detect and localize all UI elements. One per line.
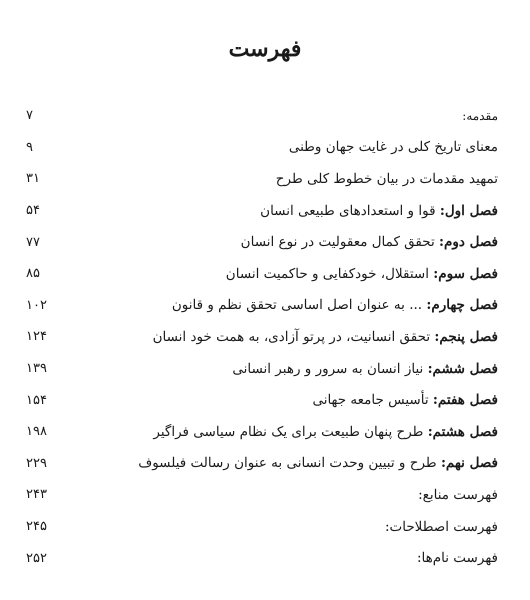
- toc-entry-text: استقلال، خودکفایی و حاکمیت انسان: [225, 265, 434, 282]
- toc-entry-text: فهرست اصطلاحات:: [384, 518, 498, 535]
- toc-chapter-label: فصل هفتم:: [432, 392, 498, 409]
- toc-page-number: ۱۳۹: [26, 361, 47, 377]
- toc-entry-label: [138, 455, 498, 471]
- toc-page-number: ۱۵۴: [26, 392, 47, 408]
- toc-entry-label: [232, 361, 498, 377]
- toc-entry-label: [241, 234, 498, 250]
- toc-entry: [26, 448, 498, 480]
- toc-entry-text: طرح و تبیین وحدت انسانی به عنوان رسالت فیلسوف: [138, 455, 441, 472]
- toc-entry-label: [418, 487, 498, 503]
- toc-chapter-label: فصل پنجم:: [434, 328, 498, 345]
- toc-entry: [26, 321, 498, 353]
- page-title: فهرست: [228, 36, 302, 62]
- toc-entry-text: معنای تاریخ کلی در غایت جهان وطنی: [288, 139, 498, 156]
- toc-entry: [26, 479, 498, 511]
- toc-entry-text: تأسیس جامعه جهانی: [312, 392, 433, 409]
- toc-page-number: ۸۵: [26, 266, 40, 282]
- toc-entry-label: [226, 266, 498, 282]
- toc-entry: [26, 163, 498, 195]
- toc-chapter-label: فصل نهم:: [440, 455, 498, 472]
- toc-page-number: ۱۹۸: [26, 424, 47, 440]
- toc-entry-text: ... به عنوان اصل اساسی تحقق نظم و قانون: [171, 297, 427, 314]
- toc-page-number: ۱۲۴: [26, 329, 47, 345]
- toc-entry: [26, 353, 498, 385]
- toc-entry-text: فهرست نام‌ها:: [417, 550, 498, 567]
- toc-entry-text: فهرست منابع:: [418, 486, 498, 503]
- toc-chapter-label: فصل اول:: [439, 202, 498, 219]
- toc-entry-text: تحقق انسانیت، در پرتو آزادی، به همت خود انسان: [152, 328, 435, 345]
- toc-entry-text: طرح پنهان طبیعت برای یک نظام سیاسی فراگیر: [153, 423, 428, 440]
- toc-entry-label: [417, 550, 498, 566]
- toc-entry: [26, 226, 498, 258]
- toc-entry-label: [153, 329, 498, 345]
- toc-page-number: ۱۰۲: [26, 297, 47, 313]
- toc-page-number: ۲۲۹: [26, 455, 47, 471]
- toc-entry-text: نیاز انسان به سرور و رهبر انسانی: [232, 360, 428, 377]
- toc-page-number: ۹: [26, 139, 33, 155]
- toc-page-number: ۲۵۲: [26, 550, 47, 566]
- toc-entry-label: [312, 392, 498, 408]
- toc-entry: [26, 290, 498, 322]
- toc-page-number: ۳۱: [26, 171, 40, 187]
- toc-entry-label: [289, 139, 498, 155]
- toc-page-number: ۲۴۵: [26, 519, 47, 535]
- toc-entry-text: قوا و استعدادهای طبیعی انسان: [260, 202, 440, 219]
- toc-entry: [26, 384, 498, 416]
- toc-entry: [26, 416, 498, 448]
- toc-entry: [26, 195, 498, 227]
- toc-entry: [26, 258, 498, 290]
- toc-entry-label: [276, 171, 498, 187]
- toc-entry-label: [462, 109, 498, 123]
- toc-entry: [26, 542, 498, 574]
- toc-chapter-label: فصل ششم:: [427, 360, 498, 377]
- table-of-contents: [26, 100, 498, 574]
- toc-chapter-label: فصل هشتم:: [427, 423, 498, 440]
- toc-chapter-label: فصل دوم:: [439, 234, 498, 251]
- toc-entry-label: [153, 424, 498, 440]
- toc-entry: [26, 511, 498, 543]
- toc-entry-label: [172, 297, 498, 313]
- toc-page-number: ۷۷: [26, 234, 40, 250]
- toc-chapter-label: فصل سوم:: [433, 265, 498, 282]
- toc-page-number: ۲۴۳: [26, 487, 47, 503]
- toc-page-number: ۵۴: [26, 203, 40, 219]
- toc-entry-text: تحقق کمال معقولیت در نوع انسان: [240, 234, 440, 251]
- toc-entry: [26, 100, 498, 132]
- toc-entry-label: [260, 203, 498, 219]
- toc-entry: [26, 132, 498, 164]
- toc-entry-label: [385, 519, 498, 535]
- toc-chapter-label: فصل چهارم:: [426, 297, 498, 314]
- toc-page-number: ۷: [26, 108, 33, 124]
- toc-entry-text: مقدمه:: [462, 108, 498, 123]
- toc-entry-text: تمهید مقدمات در بیان خطوط کلی طرح: [275, 170, 498, 187]
